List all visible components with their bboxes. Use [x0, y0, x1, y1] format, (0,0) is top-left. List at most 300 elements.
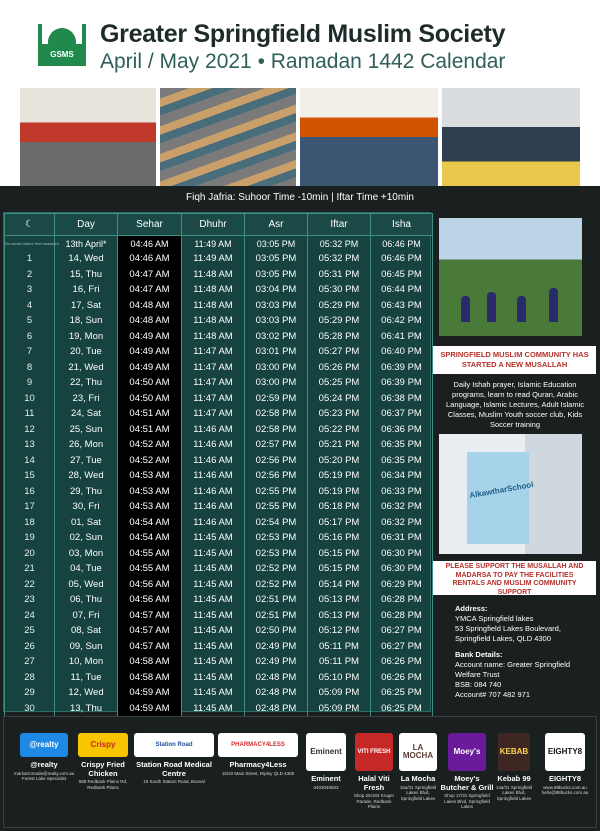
column-header-iftar: Iftar — [308, 214, 371, 236]
cell-asr: 03:03 PM — [245, 313, 308, 329]
cell-isha: 06:40 PM — [371, 344, 433, 360]
cell-dhuhr: 11:46 AM — [182, 499, 245, 515]
sponsor — [396, 733, 440, 801]
cell-isha: 06:46 PM — [371, 251, 433, 267]
table-row — [5, 251, 433, 267]
cell-num: 5 — [5, 313, 55, 329]
cell-sehar: 04:49 AM — [118, 344, 182, 360]
cell-sehar: 04:50 AM — [118, 375, 182, 391]
cell-iftar: 05:29 PM — [308, 298, 371, 314]
cell-sehar: 04:47 AM — [118, 267, 182, 283]
sponsor-address: 15a/31 Springfield Lakes Blvd, Springfield Lakes — [399, 784, 437, 801]
table-row — [5, 608, 433, 624]
cell-sehar: 04:58 AM — [118, 670, 182, 686]
cell-dhuhr: 11:49 AM — [182, 251, 245, 267]
sponsor-logo: @realty — [20, 733, 68, 757]
cell-isha: 06:37 PM — [371, 406, 433, 422]
table-row — [5, 360, 433, 376]
table-row — [5, 530, 433, 546]
cell-day: 10, Mon — [55, 654, 118, 670]
sponsor-logo: Eminent — [306, 733, 346, 771]
cell-isha: 06:43 PM — [371, 298, 433, 314]
cell-iftar: 05:22 PM — [308, 422, 371, 438]
sponsor-name: Kebab 99 — [497, 774, 531, 783]
cell-day: 17, Sat — [55, 298, 118, 314]
sponsor-logo: EIGHTY8 — [545, 733, 585, 771]
programs-text: Daily Ishah prayer, Islamic Education programs, learn to read Quran, Arabic Language, Islamic Lectures, Adult Islamic Classes, Muslim Youth soccer club, Kids Soccer training — [446, 380, 584, 429]
cell-iftar: 05:11 PM — [308, 639, 371, 655]
cell-num: 28 — [5, 670, 55, 686]
cell-asr: 02:56 PM — [245, 468, 308, 484]
cell-day: 07, Fri — [55, 608, 118, 624]
cell-iftar: 05:10 PM — [308, 670, 371, 686]
table-row — [5, 391, 433, 407]
cell-sehar: 04:54 AM — [118, 530, 182, 546]
table-row — [5, 437, 433, 453]
cell-num: 16 — [5, 484, 55, 500]
cell-day: 03, Mon — [55, 546, 118, 562]
sponsor-logo: Crispy — [78, 733, 128, 757]
cell-iftar: 05:32 PM — [308, 251, 371, 267]
cell-dhuhr: 11:46 AM — [182, 453, 245, 469]
cell-num: 19 — [5, 530, 55, 546]
cell-iftar: 05:29 PM — [308, 313, 371, 329]
cell-sehar: 04:51 AM — [118, 406, 182, 422]
cell-num: 14 — [5, 453, 55, 469]
cell-num: 26 — [5, 639, 55, 655]
cell-isha: 06:36 PM — [371, 422, 433, 438]
cell-num: 2 — [5, 267, 55, 283]
table-row — [5, 236, 433, 252]
table-row — [5, 453, 433, 469]
cell-sehar: 04:57 AM — [118, 623, 182, 639]
cell-asr: 02:48 PM — [245, 670, 308, 686]
cell-sehar: 04:54 AM — [118, 515, 182, 531]
cell-sehar: 04:57 AM — [118, 639, 182, 655]
cell-dhuhr: 11:46 AM — [182, 468, 245, 484]
cell-dhuhr: 11:45 AM — [182, 577, 245, 593]
bank-account-number: Account# 707 482 971 — [455, 690, 531, 699]
table-row — [5, 546, 433, 562]
sponsor-address: 18 South Station Road, Booval — [143, 779, 205, 784]
table-row — [5, 577, 433, 593]
table-row — [5, 313, 433, 329]
cell-asr: 02:58 PM — [245, 406, 308, 422]
cell-num: 12 — [5, 422, 55, 438]
logo-text: GSMS — [42, 44, 82, 66]
cell-isha: 06:26 PM — [371, 670, 433, 686]
cell-isha: 06:33 PM — [371, 484, 433, 500]
cell-day: 25, Sun — [55, 422, 118, 438]
cell-asr: 03:00 PM — [245, 375, 308, 391]
table-row — [5, 701, 433, 717]
cell-dhuhr: 11:47 AM — [182, 375, 245, 391]
cell-sehar: 04:47 AM — [118, 282, 182, 298]
cell-isha: 06:44 PM — [371, 282, 433, 298]
cell-day: 27, Tue — [55, 453, 118, 469]
cell-asr: 02:58 PM — [245, 422, 308, 438]
sponsor — [352, 733, 396, 810]
cell-day: 05, Wed — [55, 577, 118, 593]
cell-iftar: 05:19 PM — [308, 484, 371, 500]
sponsor-logo: PHARMACY4LESS — [218, 733, 298, 757]
cell-num: 4 — [5, 298, 55, 314]
column-header-isha: Isha — [371, 214, 433, 236]
cell-asr: 02:52 PM — [245, 577, 308, 593]
cell-asr: 03:05 PM — [245, 236, 308, 252]
cell-sehar: 04:56 AM — [118, 577, 182, 593]
cell-day: 18, Sun — [55, 313, 118, 329]
cell-iftar: 05:21 PM — [308, 437, 371, 453]
cell-dhuhr: 11:46 AM — [182, 437, 245, 453]
cell-isha: 06:28 PM — [371, 592, 433, 608]
table-row — [5, 639, 433, 655]
cell-day: 29, Thu — [55, 484, 118, 500]
cell-asr: 02:53 PM — [245, 546, 308, 562]
cell-iftar: 05:20 PM — [308, 453, 371, 469]
table-row — [5, 654, 433, 670]
photo-classroom — [300, 88, 438, 186]
cell-isha: 06:35 PM — [371, 437, 433, 453]
cell-iftar: 05:12 PM — [308, 623, 371, 639]
cell-sehar: 04:49 AM — [118, 329, 182, 345]
cell-day: 15, Thu — [55, 267, 118, 283]
cell-iftar: 05:24 PM — [308, 391, 371, 407]
column-header-sehar: Sehar — [118, 214, 182, 236]
sponsor-logo: Station Road — [134, 733, 214, 757]
cell-dhuhr: 11:46 AM — [182, 515, 245, 531]
cell-iftar: 05:16 PM — [308, 530, 371, 546]
cell-num: 18 — [5, 515, 55, 531]
cell-asr: 02:50 PM — [245, 623, 308, 639]
sponsor — [14, 733, 74, 782]
cell-dhuhr: 11:45 AM — [182, 592, 245, 608]
photo-madrasa-banner — [439, 434, 582, 554]
cell-asr: 02:51 PM — [245, 608, 308, 624]
table-row — [5, 406, 433, 422]
cell-sehar: 04:51 AM — [118, 422, 182, 438]
cell-day: 16, Fri — [55, 282, 118, 298]
cell-iftar: 05:09 PM — [308, 685, 371, 701]
cell-asr: 03:05 PM — [245, 251, 308, 267]
sponsor-logo: LA MOCHA — [399, 733, 437, 771]
cell-day: 22, Thu — [55, 375, 118, 391]
cell-num: 17 — [5, 499, 55, 515]
gsms-logo — [38, 22, 86, 68]
cell-asr: 02:52 PM — [245, 561, 308, 577]
cell-iftar: 05:17 PM — [308, 515, 371, 531]
sponsor — [74, 733, 132, 790]
cell-isha: 06:27 PM — [371, 623, 433, 639]
cell-isha: 06:38 PM — [371, 391, 433, 407]
cell-iftar: 05:26 PM — [308, 360, 371, 376]
cell-day: 13th April* — [55, 236, 118, 252]
cell-isha: 06:39 PM — [371, 360, 433, 376]
sponsor-address: 588 Redbank Plains Rd, Redbank Plains — [78, 779, 128, 790]
table-row — [5, 282, 433, 298]
cell-num: 30 — [5, 701, 55, 717]
table-row — [5, 623, 433, 639]
sponsor-name: La Mocha — [400, 774, 436, 783]
cell-asr: 02:53 PM — [245, 530, 308, 546]
cell-day: 30, Fri — [55, 499, 118, 515]
cell-iftar: 05:15 PM — [308, 546, 371, 562]
address-label: Address: — [455, 604, 488, 613]
sponsor-address: markarmmade@realty.com.au Forest Lake Specialist — [14, 770, 75, 781]
minaret-icon — [82, 24, 86, 66]
cell-sehar: 04:52 AM — [118, 437, 182, 453]
cell-day: 12, Wed — [55, 685, 118, 701]
support-banner: PLEASE SUPPORT THE MUSALLAH AND MADARSA TO PAY THE FACILITIES RENTALS AND MUSLIM COMMUNITY SUPPORT — [433, 561, 596, 595]
cell-dhuhr: 11:48 AM — [182, 282, 245, 298]
fiqh-note: Fiqh Jafria: Suhoor Time -10min | Iftar Time +10min — [186, 192, 414, 203]
cell-dhuhr: 11:45 AM — [182, 608, 245, 624]
ramadan-calendar-table — [3, 212, 431, 712]
cell-sehar: 04:46 AM — [118, 251, 182, 267]
table-row — [5, 484, 433, 500]
photo-quran-books — [160, 88, 296, 186]
cell-day: 06, Thu — [55, 592, 118, 608]
cell-num: 7 — [5, 344, 55, 360]
cell-asr: 03:03 PM — [245, 298, 308, 314]
cell-isha: 06:28 PM — [371, 608, 433, 624]
cell-isha: 06:32 PM — [371, 515, 433, 531]
cell-isha: 06:32 PM — [371, 499, 433, 515]
cell-isha: 06:46 PM — [371, 236, 433, 252]
table-row — [5, 499, 433, 515]
column-header-dhuhr: Dhuhr — [182, 214, 245, 236]
cell-asr: 02:51 PM — [245, 592, 308, 608]
sponsor — [534, 733, 596, 796]
cell-dhuhr: 11:48 AM — [182, 313, 245, 329]
bank-account-name: Account name: Greater Springfield Welfare Trust — [455, 660, 571, 679]
contact-details — [455, 604, 595, 700]
sponsor-address: Shop 17/31 Springfield Lakes Blvd, Springfield Lakes — [444, 793, 490, 809]
cell-iftar: 05:27 PM — [308, 344, 371, 360]
sponsor-name: EIGHTY8 — [548, 774, 582, 783]
cell-sehar: 04:58 AM — [118, 654, 182, 670]
cell-isha: 06:34 PM — [371, 468, 433, 484]
cell-isha: 06:25 PM — [371, 701, 433, 717]
photo-strip — [20, 88, 580, 186]
cell-num: 24 — [5, 608, 55, 624]
cell-sehar: 04:46 AM — [118, 236, 182, 252]
cell-dhuhr: 11:45 AM — [182, 561, 245, 577]
cell-num: 21 — [5, 561, 55, 577]
sponsor — [132, 733, 216, 785]
table-row — [5, 422, 433, 438]
cell-isha: 06:39 PM — [371, 375, 433, 391]
cell-asr: 03:00 PM — [245, 360, 308, 376]
cell-asr: 03:02 PM — [245, 329, 308, 345]
sponsor-logo: VITI FRESH — [355, 733, 393, 771]
sponsor-name: Eminent — [311, 774, 341, 783]
cell-num: 23 — [5, 592, 55, 608]
photo-community-gathering — [20, 88, 156, 186]
cell-sehar: 04:48 AM — [118, 313, 182, 329]
cell-asr: 02:48 PM — [245, 701, 308, 717]
sponsor-address: www.88bucks.com.au hello@88bucks.com.au — [541, 784, 589, 795]
crescent-moon-icon: ☾ — [5, 214, 55, 236]
cell-sehar: 04:56 AM — [118, 592, 182, 608]
cell-dhuhr: 11:45 AM — [182, 530, 245, 546]
cell-iftar: 05:23 PM — [308, 406, 371, 422]
sponsor-name: Halal Viti Fresh — [358, 774, 390, 792]
photo-lecture-hall — [442, 88, 580, 186]
cell-day: 11, Tue — [55, 670, 118, 686]
cell-dhuhr: 11:46 AM — [182, 422, 245, 438]
sponsor-logo: Moey's — [448, 733, 486, 771]
cell-iftar: 05:28 PM — [308, 329, 371, 345]
sponsor-name: Station Road Medical Centre — [136, 760, 212, 778]
sponsor — [216, 733, 300, 776]
cell-asr: 03:05 PM — [245, 267, 308, 283]
cell-isha: 06:26 PM — [371, 654, 433, 670]
cell-dhuhr: 11:45 AM — [182, 654, 245, 670]
cell-isha: 06:30 PM — [371, 561, 433, 577]
cell-sehar: 04:52 AM — [118, 453, 182, 469]
cell-sehar: 04:59 AM — [118, 685, 182, 701]
cell-iftar: 05:18 PM — [308, 499, 371, 515]
sponsor-address: 15/20 Main Street, Ripley QLD 4306 — [221, 770, 295, 776]
cell-asr: 02:54 PM — [245, 515, 308, 531]
cell-dhuhr: 11:45 AM — [182, 546, 245, 562]
bank-label: Bank Details: — [455, 650, 503, 659]
cell-num: 25 — [5, 623, 55, 639]
cell-iftar: 05:19 PM — [308, 468, 371, 484]
sponsor — [300, 733, 352, 790]
address-line: YMCA Springfield lakes — [455, 614, 534, 623]
cell-sehar: 04:55 AM — [118, 561, 182, 577]
sponsor-name: @realty — [30, 760, 58, 769]
cell-day: 08, Sat — [55, 623, 118, 639]
cell-isha: 06:41 PM — [371, 329, 433, 345]
table-row — [5, 375, 433, 391]
cell-iftar: 05:30 PM — [308, 282, 371, 298]
cell-dhuhr: 11:47 AM — [182, 391, 245, 407]
cell-dhuhr: 11:45 AM — [182, 701, 245, 717]
cell-sehar: 04:50 AM — [118, 391, 182, 407]
column-header-asr: Asr — [245, 214, 308, 236]
cell-dhuhr: 11:48 AM — [182, 298, 245, 314]
cell-day: 01, Sat — [55, 515, 118, 531]
cell-sehar: 04:59 AM — [118, 701, 182, 717]
table-row — [5, 685, 433, 701]
sponsor — [494, 733, 534, 801]
cell-isha: 06:29 PM — [371, 577, 433, 593]
cell-dhuhr: 11:45 AM — [182, 670, 245, 686]
cell-num: 22 — [5, 577, 55, 593]
cell-day: 26, Mon — [55, 437, 118, 453]
sponsor — [440, 733, 494, 810]
cell-asr: 02:48 PM — [245, 685, 308, 701]
page-title: Greater Springfield Muslim Society — [100, 20, 506, 48]
cell-isha: 06:45 PM — [371, 267, 433, 283]
sponsor-logo: KEBAB — [498, 733, 530, 771]
cell-num: 10 — [5, 391, 55, 407]
cell-asr: 02:59 PM — [245, 391, 308, 407]
cell-asr: 02:49 PM — [245, 639, 308, 655]
cell-iftar: 05:32 PM — [308, 236, 371, 252]
cell-num: 13 — [5, 437, 55, 453]
cell-num: 20 — [5, 546, 55, 562]
cell-num: No sehar before first taraweeh — [5, 236, 55, 252]
cell-isha: 06:35 PM — [371, 453, 433, 469]
cell-day: 28, Wed — [55, 468, 118, 484]
cell-dhuhr: 11:48 AM — [182, 329, 245, 345]
table-row — [5, 561, 433, 577]
cell-dhuhr: 11:49 AM — [182, 236, 245, 252]
cell-iftar: 05:25 PM — [308, 375, 371, 391]
bank-bsb: BSB: 084 740 — [455, 680, 502, 689]
cell-dhuhr: 11:47 AM — [182, 344, 245, 360]
sponsor-name: Moey's Butcher & Grill — [440, 774, 494, 792]
table-body — [5, 236, 433, 717]
cell-asr: 03:04 PM — [245, 282, 308, 298]
cell-num: 3 — [5, 282, 55, 298]
cell-day: 13, Thu — [55, 701, 118, 717]
cell-iftar: 05:14 PM — [308, 577, 371, 593]
cell-day: 19, Mon — [55, 329, 118, 345]
cell-iftar: 05:31 PM — [308, 267, 371, 283]
photo-kids-soccer — [439, 218, 582, 336]
cell-asr: 02:55 PM — [245, 484, 308, 500]
sponsor-address: 14a/31 Springfield Lakes Blvd, Springfield Lakes — [495, 784, 533, 801]
cell-iftar: 05:15 PM — [308, 561, 371, 577]
cell-asr: 02:55 PM — [245, 499, 308, 515]
sponsor-name: Pharmacy4Less — [229, 760, 287, 769]
cell-sehar: 04:49 AM — [118, 360, 182, 376]
cell-day: 14, Wed — [55, 251, 118, 267]
cell-isha: 06:42 PM — [371, 313, 433, 329]
header — [0, 0, 600, 86]
sponsor-strip — [3, 716, 597, 828]
table-row — [5, 592, 433, 608]
cell-dhuhr: 11:45 AM — [182, 623, 245, 639]
cell-asr: 02:56 PM — [245, 453, 308, 469]
new-musallah-banner: SPRINGFIELD MUSLIM COMMUNITY HAS STARTED A NEW MUSALLAH — [433, 346, 596, 374]
cell-sehar: 04:55 AM — [118, 546, 182, 562]
cell-iftar: 05:09 PM — [308, 701, 371, 717]
cell-isha: 06:25 PM — [371, 685, 433, 701]
cell-num: 9 — [5, 375, 55, 391]
table-row — [5, 298, 433, 314]
table-row — [5, 670, 433, 686]
cell-num: 29 — [5, 685, 55, 701]
table-row — [5, 515, 433, 531]
column-header-day: Day — [55, 214, 118, 236]
cell-dhuhr: 11:47 AM — [182, 360, 245, 376]
cell-day: 24, Sat — [55, 406, 118, 422]
cell-num: 1 — [5, 251, 55, 267]
cell-asr: 03:01 PM — [245, 344, 308, 360]
page-subtitle: April / May 2021 • Ramadan 1442 Calendar — [100, 50, 506, 73]
cell-sehar: 04:53 AM — [118, 484, 182, 500]
cell-iftar: 05:13 PM — [308, 608, 371, 624]
cell-day: 04, Tue — [55, 561, 118, 577]
sponsor-name: Crispy Fried Chicken — [81, 760, 125, 778]
sponsor-address: Shop 25/183 Kruger Parade, Redbank Plains — [353, 793, 395, 809]
cell-asr: 02:57 PM — [245, 437, 308, 453]
cell-dhuhr: 11:45 AM — [182, 639, 245, 655]
cell-dhuhr: 11:46 AM — [182, 484, 245, 500]
cell-dhuhr: 11:45 AM — [182, 685, 245, 701]
cell-num: 15 — [5, 468, 55, 484]
cell-dhuhr: 11:48 AM — [182, 267, 245, 283]
address-line: 53 Springfield Lakes Boulevard, — [455, 624, 561, 633]
table-row — [5, 468, 433, 484]
address-line: Springfield Lakes, QLD 4300 — [455, 634, 551, 643]
